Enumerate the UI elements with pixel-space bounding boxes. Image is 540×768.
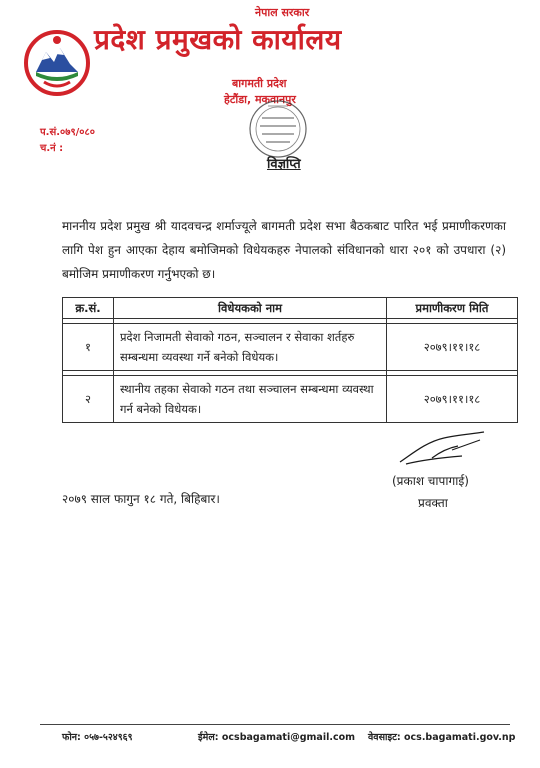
official-stamp-icon xyxy=(232,96,324,162)
row-serial: १ xyxy=(63,324,114,371)
footer-divider xyxy=(40,724,510,725)
bill-table xyxy=(62,297,518,423)
office-title: प्रदेश प्रमुखको कार्यालय xyxy=(94,23,342,56)
table-header-row xyxy=(63,298,518,319)
dispatch-number: च.नं : xyxy=(40,143,64,154)
notice-body: माननीय प्रदेश प्रमुख श्री यादवचन्द्र शर्माज्यूले बागमती प्रदेश सभा बैठकबाट पारित भई प्रमाणीकरणका लागि पेश हुन आएका देहाय बमोजिमको विधेयकहरु नेपालको संविधानको धारा २०१ को उपधारा (२) बमोजिम प्रमाणीकरण गर्नुभएको छ। xyxy=(62,219,506,281)
row-bill-name: स्थानीय तहका सेवाको गठन तथा सञ्चालन सम्बन्धमा व्यवस्था गर्न बनेको विधेयक। xyxy=(114,376,387,423)
row-serial: २ xyxy=(63,376,114,423)
office-address: हेटौंडा, मकवानपुर xyxy=(224,93,296,106)
table-row xyxy=(63,376,518,423)
footer-email: ईमेल: ocsbagamati@gmail.com xyxy=(198,732,356,743)
header-serial: क्र.सं. xyxy=(63,298,114,319)
government-name: नेपाल सरकार xyxy=(255,6,310,19)
notice-title: विज्ञप्ति xyxy=(267,157,301,172)
row-bill-name: प्रदेश निजामती सेवाको गठन, सञ्चालन र सेवाका शर्तहरु सम्बन्धमा व्यवस्था गर्ने बनेको विधेयक। xyxy=(114,324,387,371)
row-date: २०७९।११।१८ xyxy=(387,324,518,371)
footer-phone: फोन: ०५७-५२४९६९ xyxy=(62,732,133,743)
signatory-role: प्रवक्ता xyxy=(418,496,448,510)
reference-number: प.सं.०७९/०८० xyxy=(40,127,95,138)
table-row xyxy=(63,324,518,371)
header-certification-date: प्रमाणीकरण मिति xyxy=(387,298,518,319)
row-date: २०७९।११।१८ xyxy=(387,376,518,423)
signatory-name: (प्रकाश चापागाई) xyxy=(392,474,469,488)
province-name: बागमती प्रदेश xyxy=(232,77,287,90)
footer-website: वेवसाइट: ocs.bagamati.gov.np xyxy=(368,732,516,743)
header-bill-name: विधेयकको नाम xyxy=(114,298,387,319)
signature-icon xyxy=(392,428,492,468)
nepal-emblem-icon xyxy=(24,30,90,96)
issue-date: २०७९ साल फागुन १८ गते, बिहिबार। xyxy=(62,492,220,506)
